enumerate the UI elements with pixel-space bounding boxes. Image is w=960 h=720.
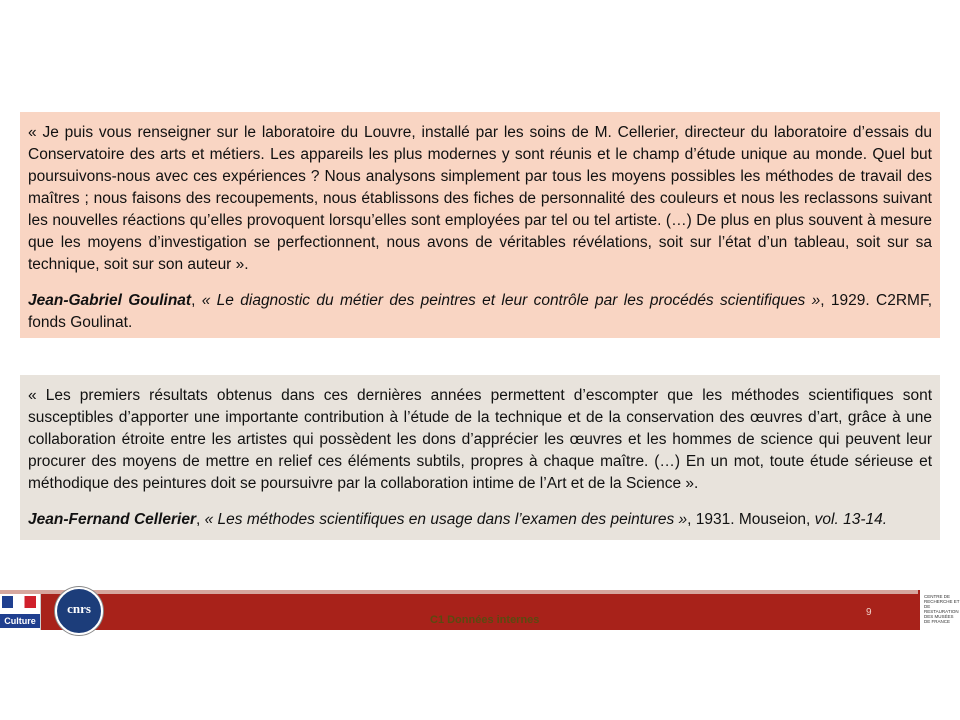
cnrs-logo bbox=[55, 587, 103, 635]
culture-label: Culture bbox=[0, 614, 40, 628]
footer-classification: C1 Données internes bbox=[430, 614, 540, 626]
citation-source: , 1931. Mouseion, bbox=[687, 511, 815, 528]
footer-bar bbox=[0, 590, 960, 630]
quote-box-cellerier bbox=[20, 375, 940, 540]
french-flag-icon bbox=[2, 596, 36, 608]
c2rmf-label: CENTRE DE RECHERCHE ET DE RESTAURATION DES MUSÉES DE FRANCE bbox=[924, 594, 960, 624]
culture-ministry-logo bbox=[0, 594, 41, 630]
citation: Jean-Fernand Cellerier, « Les méthodes scientifiques en usage dans l’examen des peintures », 1931. Mouseion, vol. 13-14. bbox=[28, 511, 888, 528]
citation: Jean-Gabriel Goulinat, « Le diagnostic du métier des peintres et leur contrôle par les procédés scientifiques », 1929. C2RMF, fonds Goulinat. bbox=[28, 292, 932, 331]
c2rmf-logo bbox=[918, 590, 960, 630]
citation-author: Jean-Fernand Cellerier bbox=[28, 511, 196, 528]
citation-source: , 1929. C2RMF, fonds Goulinat. bbox=[28, 292, 932, 331]
citation-work: « Le diagnostic du métier des peintres et leur contrôle par les procédés scientifiques » bbox=[201, 292, 821, 309]
cnrs-label: cnrs bbox=[67, 601, 91, 616]
citation-work: « Les méthodes scientifiques en usage dans l’examen des peintures » bbox=[204, 511, 688, 528]
citation-author: Jean-Gabriel Goulinat bbox=[28, 292, 192, 309]
citation-volume: vol. 13-14. bbox=[814, 511, 888, 528]
quote-box-goulinat bbox=[20, 112, 940, 338]
page-number: 9 bbox=[866, 607, 872, 618]
quote-text: « Je puis vous renseigner sur le laboratoire du Louvre, installé par les soins de M. Cellerier, directeur du laboratoire d’essais du Conservatoire des arts et métiers. Les appareils les plus modernes y sont réunis et le champ d’étude unique au monde. Quel but poursuivons-nous avec ces expériences ? Nous analysons simplement par tous les moyens possibles les méthodes de travail des maîtres ; nous faisons des recoupements, nous établissons des fiches de personnalité des couleurs et nous les reclassons suivant les nouvelles réactions qu’elles provoquent lorsqu’elles sont employées par tel ou tel artiste. (…) De plus en plus souvent à mesure que les moyens d’investigation se perfectionnent, nous avons de véritables révélations, soit sur l’état d’un tableau, soit sur sa technique, soit sur son auteur ». bbox=[28, 124, 932, 273]
quote-text: « Les premiers résultats obtenus dans ces dernières années permettent d’escompter que les méthodes scientifiques sont susceptibles d’apporter une importante contribution à l’étude de la technique et de la conservation des œuvres d’art, grâce à une collaboration étroite entre les artistes qui possèdent les dons d’apprécier les œuvres et les hommes de science qui peuvent leur procurer des moyens de mettre en relief ces éléments subtils, propres à chaque maître. (…) En un mot, toute étude sérieuse et méthodique des peintures doit se poursuivre par la collaboration intime de l’Art et de la Science ». bbox=[28, 387, 932, 492]
